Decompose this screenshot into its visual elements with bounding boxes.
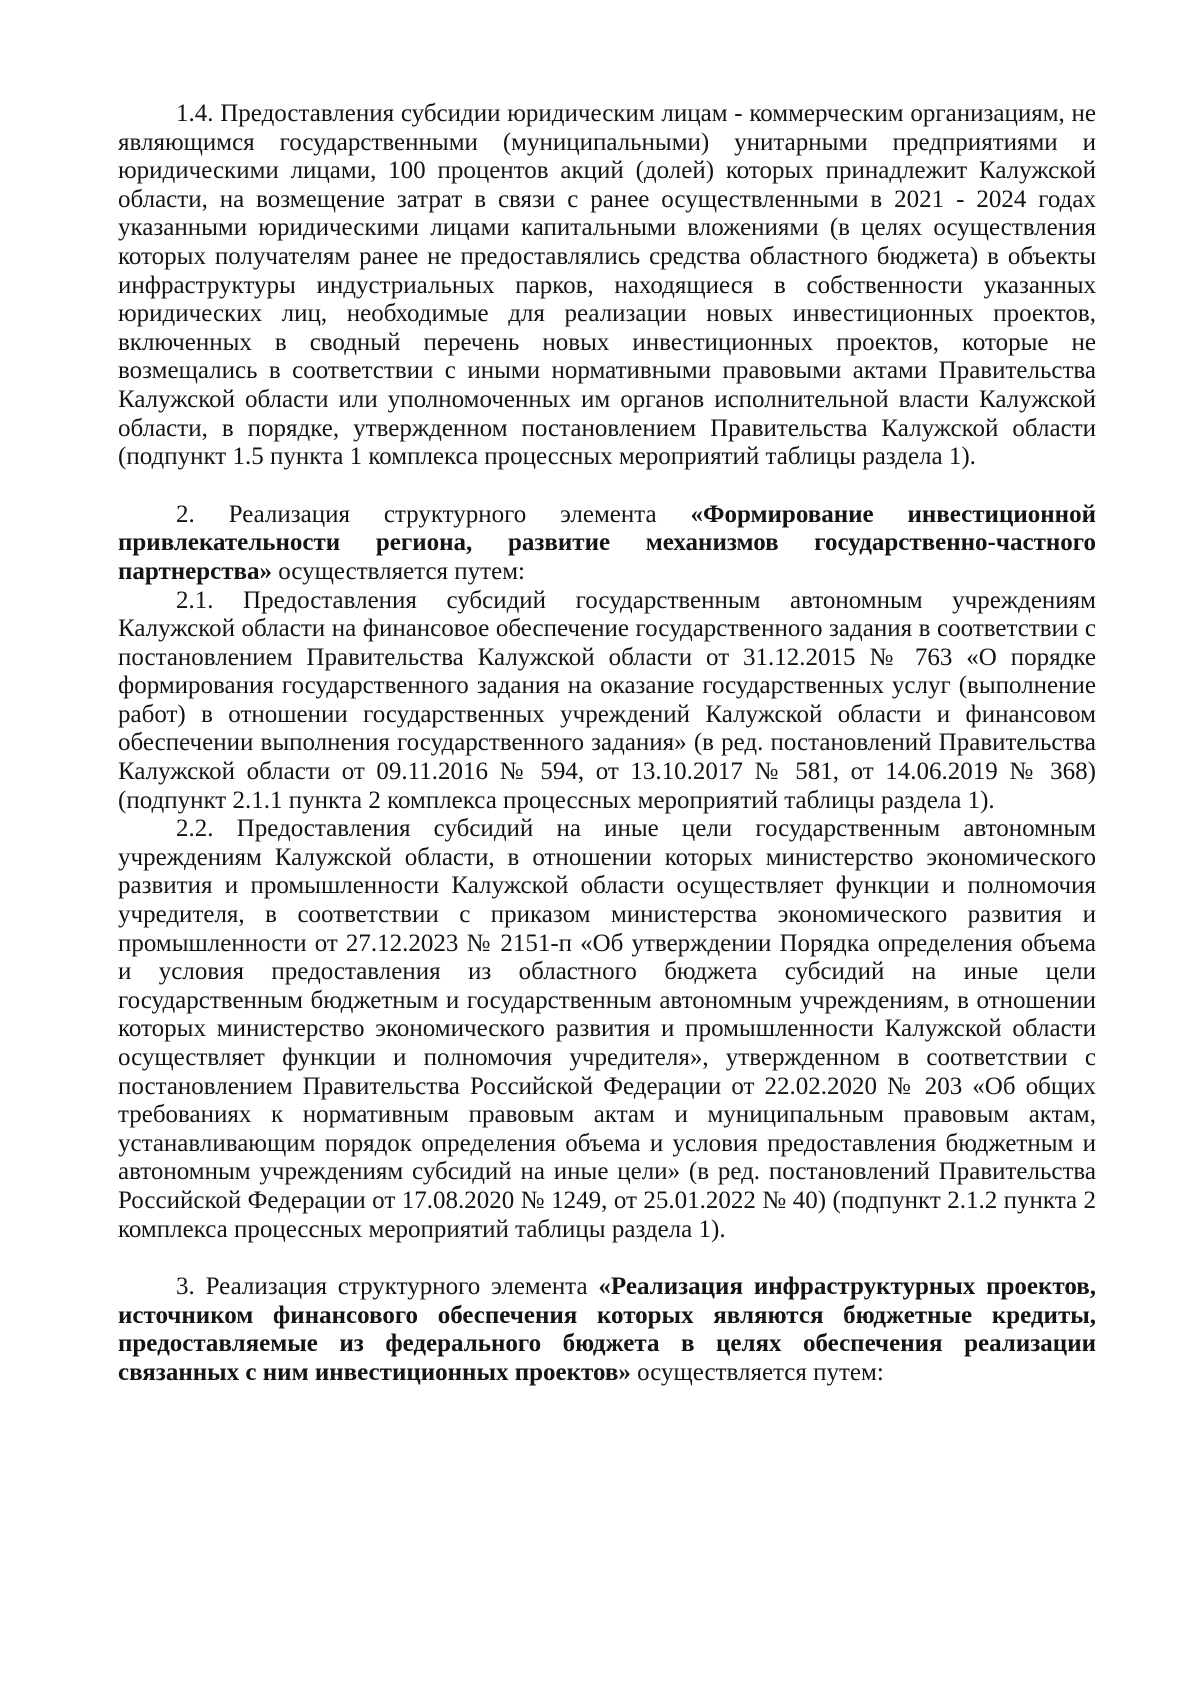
document-page (118, 100, 1096, 1388)
paragraph-3-tail: осуществляется путем: (630, 1358, 884, 1386)
structural-element-title: «Формирование инвестиционной привлекательности региона, развитие механизмов государственно-частного партнерства» (118, 500, 1096, 585)
paragraph-spacer (118, 1244, 1096, 1273)
paragraph-2-2: 2.2. Предоставления субсидий на иные цели государственным автономным учреждениям Калужской области, в отношении которых министерство экономического развития и промышленности Калужской области осуществляет функции и полномочия учредителя, в соответствии с приказом министерства экономического развития и промышленности от 27.12.2023 № 2151-п «Об утверждении Порядка определения объема и условия предоставления из областного бюджета субсидий на иные цели государственным бюджетным и государственным автономным учреждениям, в отношении которых министерство экономического развития и промышленности Калужской области осуществляет функции и полномочия учредителя», утвержденном в соответствии с постановлением Правительства Российской Федерации от 22.02.2020 № 203 «Об общих требованиях к нормативным правовым актам и муниципальным правовым актам, устанавливающим порядок определения объема и условия предоставления бюджетным и автономным учреждениям субсидий на иные цели» (в ред. постановлений Правительства Российской Федерации от 17.08.2020 № 1249, от 25.01.2022 № 40) (подпункт 2.1.2 пункта 2 комплекса процессных мероприятий таблицы раздела 1). (118, 815, 1096, 1243)
paragraph-spacer (118, 472, 1096, 501)
paragraph-1-4: 1.4. Предоставления субсидии юридическим лицам - коммерческим организациям, не являющимся государственными (муниципальными) унитарными предприятиями и юридическими лицами, 100 процентов акций (долей) которых принадлежит Калужской области, на возмещение затрат в связи с ранее осуществленными в 2021 - 2024 годах указанными юридическими лицами капитальными вложениями (в целях осуществления которых получателям ранее не предоставлялись средства областного бюджета) в объекты инфраструктуры индустриальных парков, находящиеся в собственности указанных юридических лиц, необходимые для реализации новых инвестиционных проектов, включенных в сводный перечень новых инвестиционных проектов, которые не возмещались в соответствии с иными нормативными правовыми актами Правительства Калужской области или уполномоченных им органов исполнительной власти Калужской области, в порядке, утвержденном постановлением Правительства Калужской области (подпункт 1.5 пункта 1 комплекса процессных мероприятий таблицы раздела 1). (118, 100, 1096, 471)
paragraph-3-lead: 3. Реализация структурного элемента (176, 1273, 599, 1301)
paragraph-2-lead: 2. Реализация структурного элемента (176, 500, 691, 528)
paragraph-2 (118, 501, 1096, 587)
paragraph-3 (118, 1273, 1096, 1387)
paragraph-2-1: 2.1. Предоставления субсидий государственным автономным учреждениям Калужской области на финансовое обеспечение государственного задания в соответствии с постановлением Правительства Калужской области от 31.12.2015 № 763 «О порядке формирования государственного задания на оказание государственных услуг (выполнение работ) в отношении государственных учреждений Калужской области и финансовом обеспечении выполнения государственного задания» (в ред. постановлений Правительства Калужской области от 09.11.2016 № 594, от 13.10.2017 № 581, от 14.06.2019 № 368) (подпункт 2.1.1 пункта 2 комплекса процессных мероприятий таблицы раздела 1). (118, 586, 1096, 814)
structural-element-title: «Реализация инфраструктурных проектов, источником финансового обеспечения которых являются бюджетные кредиты, предоставляемые из федерального бюджета в целях обеспечения реализации связанных с ним инвестиционных проектов» (118, 1273, 1096, 1386)
paragraph-2-tail: осуществляется путем: (272, 557, 525, 585)
